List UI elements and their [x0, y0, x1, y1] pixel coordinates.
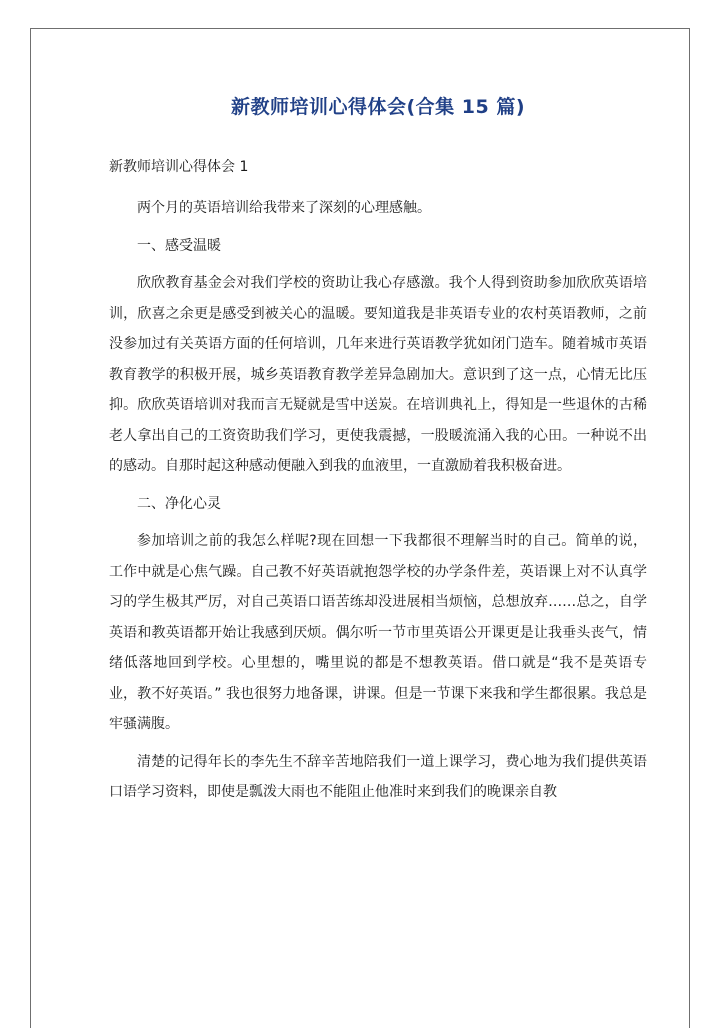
document-body [109, 89, 647, 815]
heading-feel-warmth: 一、感受温暖 [137, 237, 221, 254]
paragraph-intro: 两个月的英语培训给我带来了深刻的心理感触。 [137, 200, 431, 216]
paragraph-teacher-li: 清楚的记得年长的李先生不辞辛苦地陪我们一道上课学习，费心地为我们提供英语口语学习资料，即使是瓢泼大雨也不能阻止他准时来到我们的晚课亲自教 [109, 753, 647, 800]
section-subtitle: 新教师培训心得体会 1 [109, 159, 249, 175]
document-page [30, 28, 690, 1028]
heading-purify-soul: 二、净化心灵 [137, 495, 221, 512]
paragraph-warmth: 欣欣教育基金会对我们学校的资助让我心存感激。我个人得到资助参加欣欣英语培训，欣喜之余更是感受到被关心的温暖。要知道我是非英语专业的农村英语教师，之前没参加过有关英语方面的任何培训，几年来进行英语教学犹如闭门造车。随着城市英语教育教学的积极开展，城乡英语教育教学差异急剧加大。意识到了这一点，心情无比压抑。欣欣英语培训对我而言无疑就是雪中送炭。在培训典礼上，得知是一些退休的古稀老人拿出自己的工资资助我们学习，更使我震撼，一股暖流涌入我的心田。一种说不出的感动。自那时起这种感动便融入到我的血液里，一直激励着我积极奋进。 [109, 275, 647, 474]
paragraph-purify: 参加培训之前的我怎么样呢?现在回想一下我都很不理解当时的自己。简单的说，工作中就是心焦气躁。自己教不好英语就抱怨学校的办学条件差，英语课上对不认真学习的学生极其严厉，对自己英语口语苦练却没进展相当烦恼，总想放弃……总之，自学英语和教英语都开始让我感到厌烦。偶尔听一节市里英语公开课更是让我垂头丧气，情绪低落地回到学校。心里想的，嘴里说的都是不想教英语。借口就是“我不是英语专业，教不好英语。” 我也很努力地备课，讲课。但是一节课下来我和学生都很累。我总是牢骚满腹。 [109, 533, 647, 732]
document-title: 新教师培训心得体会(合集 15 篇) [230, 96, 526, 118]
